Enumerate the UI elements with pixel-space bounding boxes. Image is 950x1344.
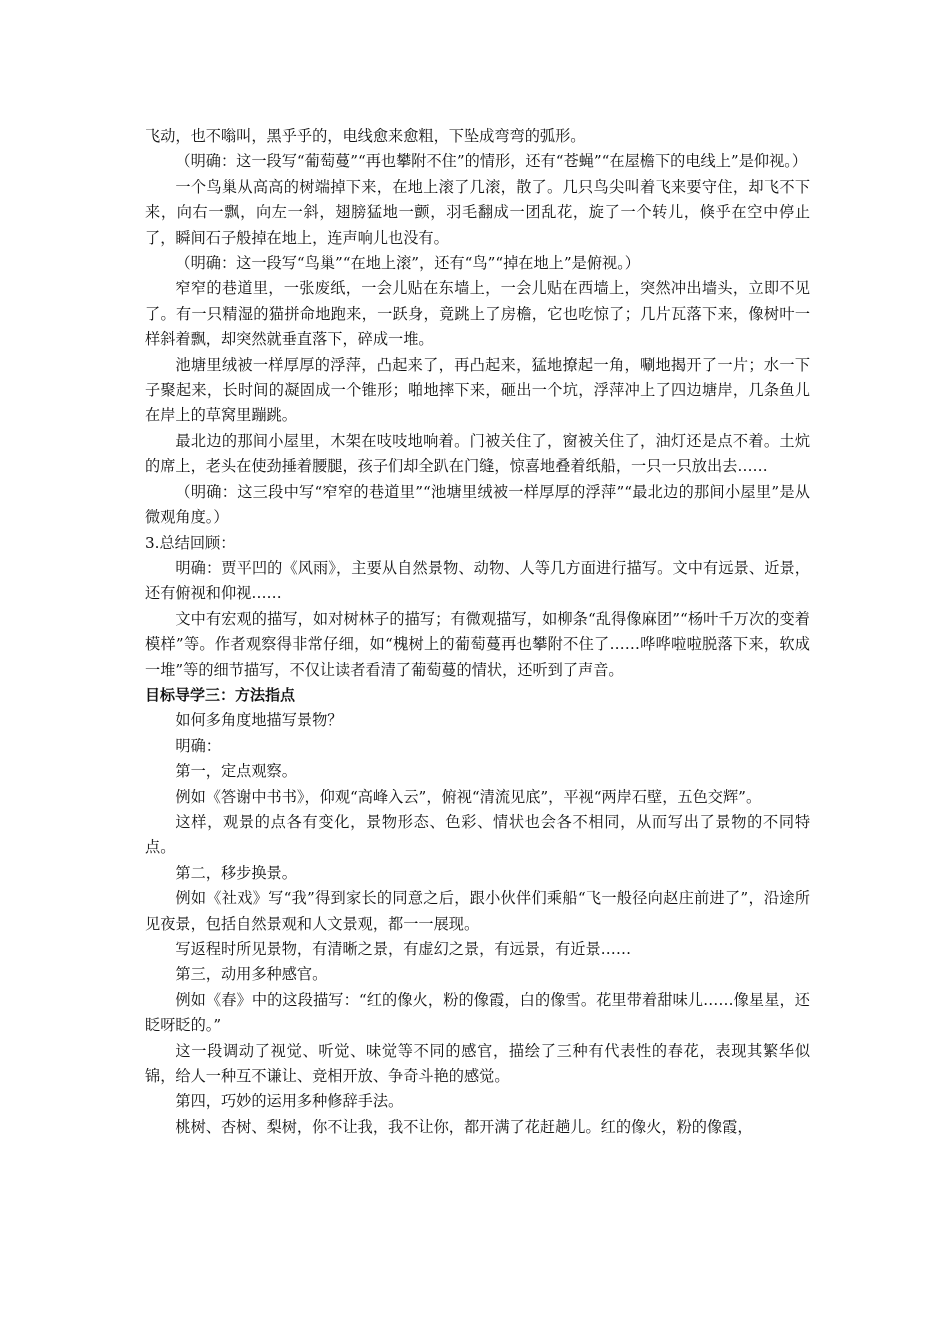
method-1-example: 例如《答谢中书书》，仰观“高峰入云”，俯视“清流见底”，平视“两岸石壁，五色交辉”。 bbox=[175, 787, 762, 806]
paragraph-alley: 窄窄的巷道里，一张废纸，一会儿贴在东墙上，一会儿贴在西墙上，突然冲出墙头，立即不见了。有一只精湿的猫拼命地跑来，一跃身，竟跳上了房檐，它也吃惊了；几片瓦落下来，像树叶一样斜着飘，却突然就垂直落下，碎成一堆。 bbox=[145, 279, 810, 349]
method-1-title: 第一，定点观察。 bbox=[175, 762, 297, 781]
method-3-explanation: 这一段调动了视觉、听觉、味觉等不同的感官，描绘了三种有代表性的春花，表现其繁华似锦，给人一种互不谦让、竞相开放、争奇斗艳的感觉。 bbox=[145, 1041, 810, 1086]
method-4-title: 第四，巧妙的运用多种修辞手法。 bbox=[175, 1092, 404, 1111]
paragraph-pond: 池塘里绒被一样厚厚的浮萍，凸起来了，再凸起来，猛地撩起一角，唰地揭开了一片；水一下子聚起来，长时间的凝固成一个锥形；啪地摔下来，砸出一个坑，浮萍冲上了四边塘岸，几条鱼儿在岸上的草窝里蹦跳。 bbox=[145, 355, 810, 425]
note-bird-nest: （明确：这一段写“鸟巢”“在地上滚”，还有“鸟”“掉在地上”是俯视。） bbox=[175, 254, 640, 273]
method-2-example: 例如《社戏》写“我”得到家长的同意之后，跟小伙伴们乘船“飞一般径向赵庄前进了”，沿途所见夜景，包括自然景观和人文景观，都一一展现。 bbox=[145, 889, 810, 933]
answer-label: 明确： bbox=[175, 736, 221, 755]
section-summary-title: 3.总结回顾： bbox=[145, 533, 236, 552]
paragraph-continuation: 飞动，也不嗡叫，黑乎乎的，电线愈来愈粗，下坠成弯弯的弧形。 bbox=[145, 127, 586, 145]
note-grape-vine: （明确：这一段写“葡萄蔓”“再也攀附不住”的情形，还有“苍蝇”“在屋檐下的电线上”是仰视。） bbox=[175, 152, 808, 171]
note-micro-view: （明确：这三段中写“窄窄的巷道里”“池塘里绒被一样厚厚的浮萍”“最北边的那间小屋里”是从微观角度。） bbox=[145, 482, 810, 527]
question-multi-angle: 如何多角度地描写景物？ bbox=[175, 711, 343, 730]
document-page bbox=[145, 124, 810, 1140]
method-3-example: 例如《春》中的这段描写：“红的像火，粉的像霞，白的像雪。花里带着甜味儿……像星星，还眨呀眨的。” bbox=[145, 990, 810, 1035]
paragraph-bird-nest: 一个鸟巢从高高的树端掉下来，在地上滚了几滚，散了。几只鸟尖叫着飞来要守住，却飞不下来，向右一飘，向左一斜，翅膀猛地一颤，羽毛翻成一团乱花，旋了一个转儿，倏乎在空中停止了，瞬间石子般掉在地上，连声响儿也没有。 bbox=[145, 177, 810, 247]
method-4-example: 桃树、杏树、梨树，你不让我，我不让你，都开满了花赶趟儿。红的像火，粉的像霞， bbox=[175, 1117, 753, 1136]
method-2-title: 第二，移步换景。 bbox=[175, 863, 297, 882]
method-1-explanation: 这样，观景的点各有变化，景物形态、色彩、情状也会各不相同，从而写出了景物的不同特点。 bbox=[145, 812, 810, 857]
paragraph-summary-1: 明确：贾平凹的《风雨》，主要从自然景物、动物、人等几方面进行描写。文中有远景、近景，还有俯视和仰视…… bbox=[145, 558, 810, 603]
section-heading-method: 目标导学三：方法指点 bbox=[145, 685, 296, 704]
method-2-explanation: 写返程时所见景物，有清晰之景，有虚幻之景，有远景，有近景…… bbox=[175, 940, 632, 958]
paragraph-summary-2: 文中有宏观的描写，如对树林子的描写；有微观描写，如柳条“乱得像麻团”“杨叶千万次的变着模样”等。作者观察得非常仔细，如“槐树上的葡萄蔓再也攀附不住了……哗哗啦啦脱落下来，软成一堆”等的细节描写，不仅让读者看清了葡萄蔓的情状，还听到了声音。 bbox=[145, 609, 810, 679]
method-3-title: 第三，动用多种感官。 bbox=[175, 965, 328, 984]
paragraph-hut: 最北边的那间小屋里，木架在吱吱地响着。门被关住了，窗被关住了，油灯还是点不着。土炕的席上，老头在使劲捶着腰腿，孩子们却全趴在门缝，惊喜地叠着纸船，一只一只放出去…… bbox=[145, 431, 810, 476]
